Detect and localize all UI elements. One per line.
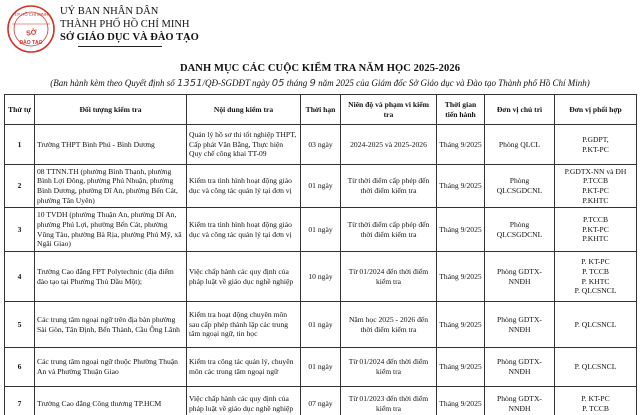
coop-unit: P.KT-PC xyxy=(582,186,609,195)
row-coop-units xyxy=(555,125,637,165)
row-coop-units xyxy=(555,348,637,387)
row-scope: Từ 01/2024 đến thời điểm kiểm tra xyxy=(341,252,437,302)
row-content: Việc chấp hành các quy định của pháp luật về giáo dục nghề nghiệp xyxy=(187,252,301,302)
coop-unit: P.KHTC xyxy=(582,195,609,205)
row-lead-unit: Phòng GDTX-NNĐH xyxy=(485,348,555,387)
column-header: Niên độ và phạm vi kiểm tra xyxy=(341,95,437,125)
column-header: Thời hạn xyxy=(301,95,341,125)
row-time: Tháng 9/2025 xyxy=(437,208,485,252)
row-target: 08 TTNN.TH (phường Bình Thạnh, phường Bình Lợi Đông, phường Phú Nhuận, phường Bình Dương, phường Dĩ An, phường Bến Cát, phường Tân Uyên) xyxy=(35,165,187,208)
column-header: Thứ tự xyxy=(5,95,35,125)
coop-unit: P.KT-PC xyxy=(582,144,609,154)
table-header-row xyxy=(5,95,637,125)
decision-day: 05 xyxy=(271,78,285,89)
row-content: Kiểm tra công tác quản lý, chuyên môn các trung tâm ngoại ngữ xyxy=(187,348,301,387)
document-title: DANH MỤC CÁC CUỘC KIỂM TRA NĂM HỌC 2025-2026 xyxy=(179,63,461,74)
row-lead-unit: Phòng GDTX-NNĐH xyxy=(485,387,555,415)
row-coop-units xyxy=(555,208,637,252)
svg-text:ĐÀO TẠO: ĐÀO TẠO xyxy=(19,40,43,46)
coop-unit: P. TCCB xyxy=(582,403,609,413)
row-lead-unit: Phòng QLCSGDCNL xyxy=(485,165,555,208)
table-row xyxy=(5,208,637,252)
row-duration: 01 ngày xyxy=(301,348,341,387)
row-content: Kiểm tra tình hình hoạt động giáo dục và công tác quản lý tại đơn vị xyxy=(187,165,301,208)
subtitle-prefix: (Ban hành kèm theo Quyết định số xyxy=(50,78,175,88)
header-divider xyxy=(78,46,162,47)
row-number: 2 xyxy=(5,165,35,208)
agency-line: THÀNH PHỐ HỒ CHÍ MINH xyxy=(60,19,190,30)
table-row xyxy=(5,125,637,165)
row-content: Kiểm tra hoạt động chuyên môn sau cấp phép thành lập các trung tâm ngoại ngữ, tin học xyxy=(187,302,301,348)
inspection-table xyxy=(4,94,637,415)
row-target: Trường Cao đẳng Công thương TP.HCM xyxy=(35,387,187,415)
row-time: Tháng 9/2025 xyxy=(437,165,485,208)
document-subtitle xyxy=(0,78,640,89)
row-number: 7 xyxy=(5,387,35,415)
row-target: 10 TVDH (phường Thuận An, phường Dĩ An, phường Phú Lợi, phường Bến Cát, phường Vũng Tàu, phường Bà Rịa, phường Phú Mỹ, xã Ngãi Giao) xyxy=(35,208,187,252)
coop-unit: P. KT-PC xyxy=(581,257,610,267)
decision-number: 1351 xyxy=(177,78,203,89)
row-duration: 01 ngày xyxy=(301,165,341,208)
agency-line: UỶ BAN NHÂN DÂN xyxy=(60,6,159,17)
coop-unit: P.KHTC xyxy=(582,234,609,244)
red-seal-stamp xyxy=(6,4,56,54)
row-lead-unit: Phòng QLCSGDCNL xyxy=(485,208,555,252)
row-time: Tháng 9/2025 xyxy=(437,125,485,165)
row-content: Quản lý hồ sơ thi tốt nghiệp THPT, Cấp phát Văn Bằng, Thực hiện Quy chế công khai TT-09 xyxy=(187,125,301,165)
coop-unit: P. KHTC xyxy=(581,276,610,286)
row-target: Các trung tâm ngoại ngữ thuộc Phường Thuận An và Phường Thuận Giao xyxy=(35,348,187,387)
row-content: Kiểm tra tình hình hoạt động giáo dục và công tác quản lý tại đơn vị xyxy=(187,208,301,252)
coop-unit: P.TCCB xyxy=(582,215,609,225)
row-target: Trường THPT Bình Phú - Bình Dương xyxy=(35,125,187,165)
row-time: Tháng 9/2025 xyxy=(437,387,485,415)
row-time: Tháng 9/2025 xyxy=(437,252,485,302)
row-lead-unit: Phòng GDTX-NNĐH xyxy=(485,252,555,302)
column-header: Đơn vị chủ trì xyxy=(485,95,555,125)
row-coop-units xyxy=(555,302,637,348)
decision-month: 9 xyxy=(309,78,316,89)
column-header: Nội dung kiểm tra xyxy=(187,95,301,125)
row-number: 3 xyxy=(5,208,35,252)
row-target: Các trung tâm ngoại ngữ trên địa bàn phường Sài Gòn, Tân Định, Bến Thành, Cầu Ông Lãnh xyxy=(35,302,187,348)
row-duration: 07 ngày xyxy=(301,387,341,415)
coop-unit: P.GDPT, xyxy=(582,134,609,144)
agency-header xyxy=(60,5,199,44)
column-header: Đối tượng kiểm tra xyxy=(35,95,187,125)
row-number: 6 xyxy=(5,348,35,387)
month-label: tháng xyxy=(286,78,308,88)
agency-department: SỞ GIÁO DỤC VÀ ĐÀO TẠO xyxy=(60,32,199,43)
row-number: 4 xyxy=(5,252,35,302)
table-row xyxy=(5,302,637,348)
row-target: Trường Cao đẳng FPT Polytechnic (địa điểm đào tạo tại Phường Thủ Dầu Một); xyxy=(35,252,187,302)
row-number: 1 xyxy=(5,125,35,165)
row-duration: 01 ngày xyxy=(301,208,341,252)
row-lead-unit: Phòng GDTX-NNĐH xyxy=(485,302,555,348)
coop-unit: P.GDTX-NN và ĐH xyxy=(564,166,627,176)
coop-unit: P. KT-PC xyxy=(581,393,610,403)
row-time: Tháng 9/2025 xyxy=(437,348,485,387)
row-time: Tháng 9/2025 xyxy=(437,302,485,348)
subtitle-suffix: năm 2025 của Giám đốc Sở Giáo dục và Đào tạo Thành phố Hồ Chí Minh) xyxy=(318,78,590,88)
row-coop-units xyxy=(555,252,637,302)
coop-unit: P. QLCSNCL xyxy=(574,362,617,372)
row-coop-units xyxy=(555,387,637,415)
column-header: Thời gian tiến hành xyxy=(437,95,485,125)
coop-unit: P. QLCSNCL xyxy=(574,286,617,296)
coop-unit: P. QLCSNCL xyxy=(574,319,617,329)
row-scope: Từ thời điểm cấp phép đến thời điểm kiểm tra xyxy=(341,165,437,208)
row-duration: 03 ngày xyxy=(301,125,341,165)
row-scope: 2024-2025 và 2025-2026 xyxy=(341,125,437,165)
table-row xyxy=(5,348,637,387)
row-scope: Từ thời điểm cấp phép đến thời điểm kiểm tra xyxy=(341,208,437,252)
row-coop-units xyxy=(555,165,637,208)
svg-text:T.P HỒ CHÍ MINH: T.P HỒ CHÍ MINH xyxy=(14,12,48,17)
row-scope: Năm học 2025 - 2026 đến thời điểm kiểm tra xyxy=(341,302,437,348)
row-scope: Từ 01/2023 đến thời điểm kiểm tra xyxy=(341,387,437,415)
row-duration: 10 ngày xyxy=(301,252,341,302)
row-number: 5 xyxy=(5,302,35,348)
svg-text:SỞ: SỞ xyxy=(25,29,38,38)
row-duration: 01 ngày xyxy=(301,302,341,348)
row-lead-unit: Phòng QLCL xyxy=(485,125,555,165)
table-row xyxy=(5,252,637,302)
table-row xyxy=(5,165,637,208)
coop-unit: P.KT-PC xyxy=(582,224,609,234)
coop-unit: P.TCCB xyxy=(582,176,609,186)
table-row xyxy=(5,387,637,415)
decision-code: /QĐ-SGDĐT ngày xyxy=(202,78,270,88)
coop-unit: P. TCCB xyxy=(582,266,609,276)
row-scope: Từ 01/2024 đến thời điểm kiểm tra xyxy=(341,348,437,387)
row-content: Việc chấp hành các quy định của pháp luật về giáo dục nghề nghiệp xyxy=(187,387,301,415)
column-header: Đơn vị phối hợp xyxy=(555,95,637,125)
